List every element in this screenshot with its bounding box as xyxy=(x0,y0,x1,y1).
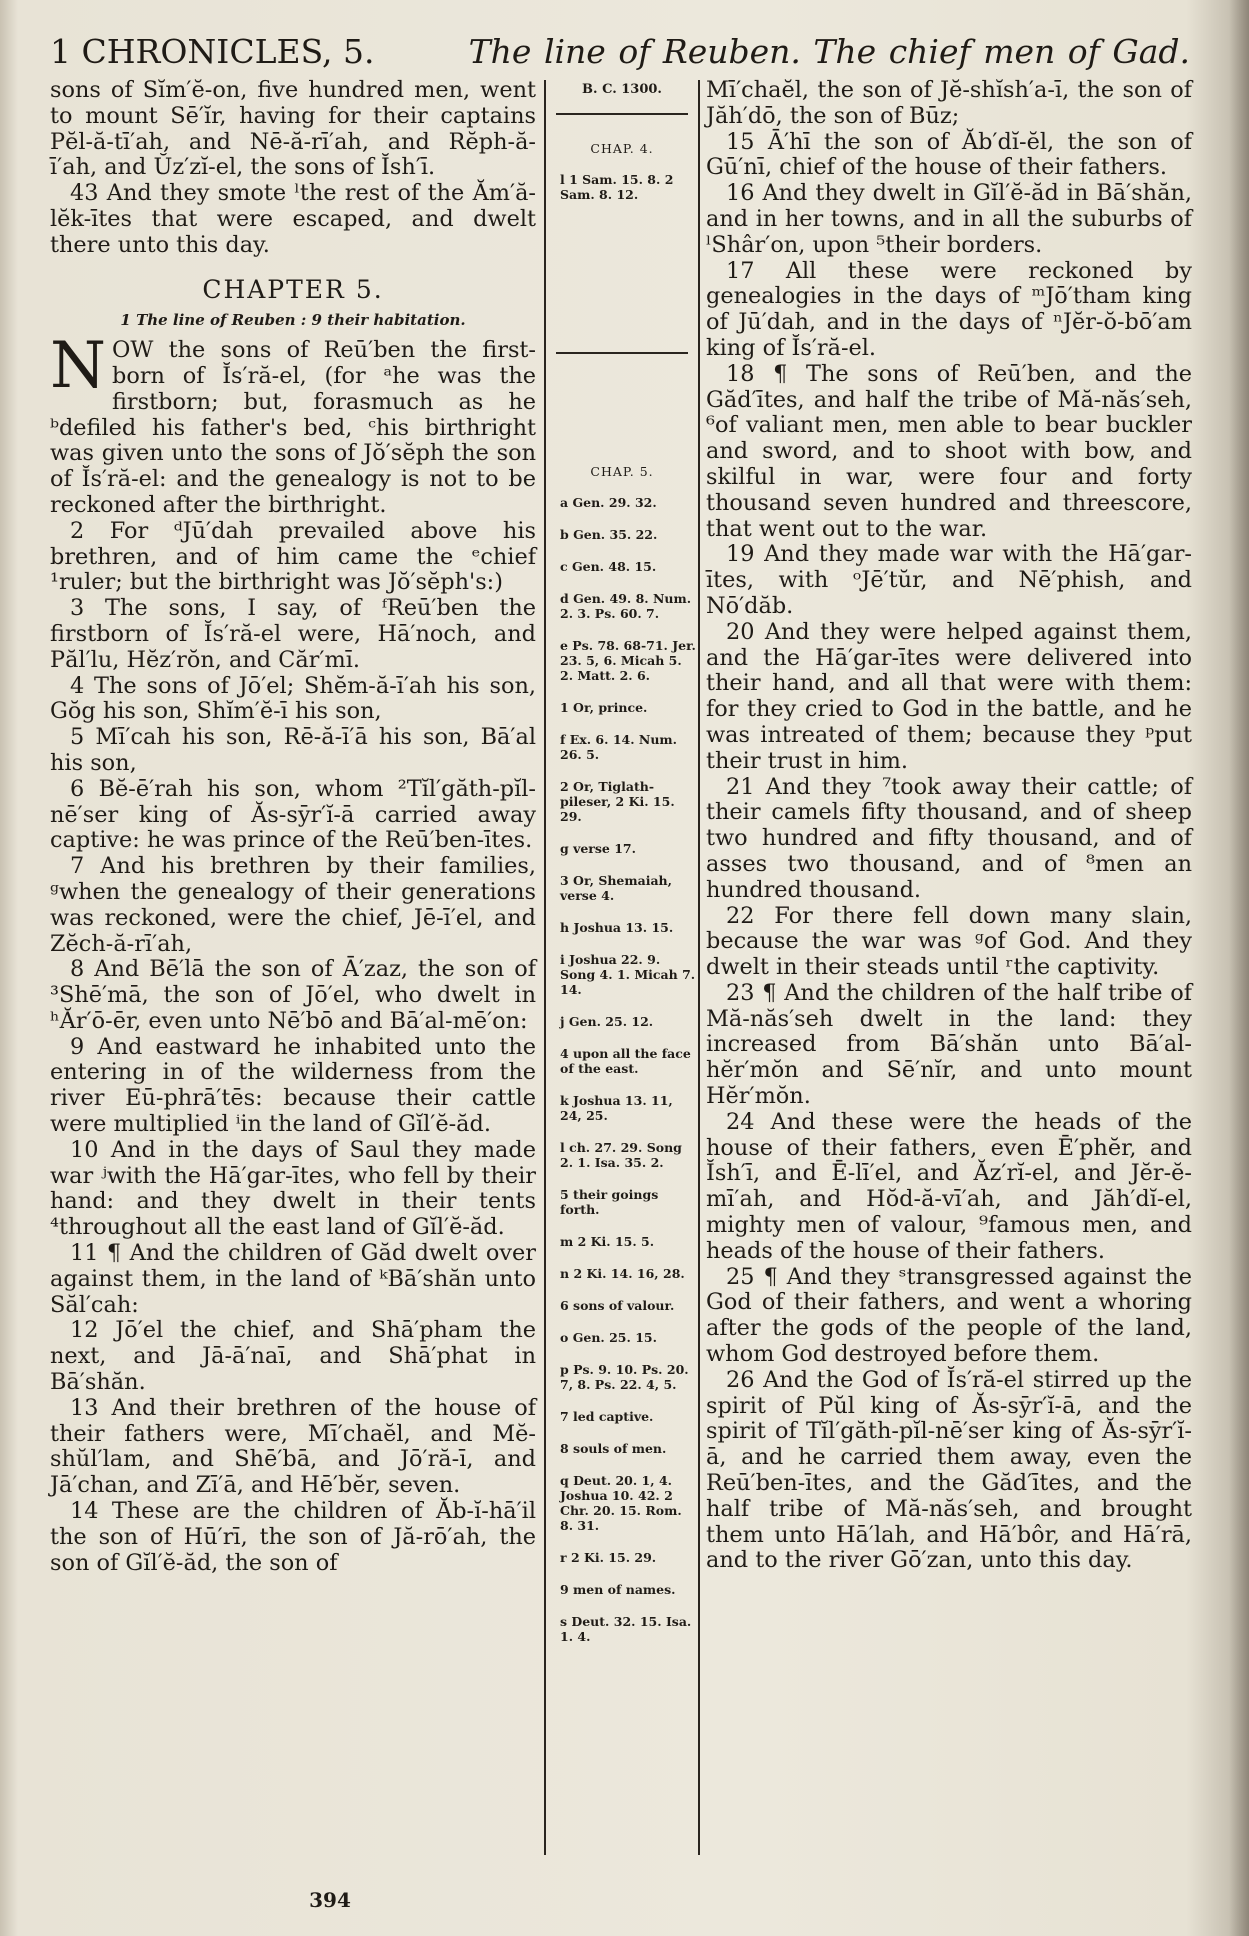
page-number: 394 xyxy=(309,1888,351,1912)
left-text-column xyxy=(50,78,536,1576)
verse-15: 15 Ā′hī the son of Ăb′dĭ-ĕl, the son of Gū′nī, chief of the house of their fathers. xyxy=(706,128,1192,181)
verse-4: 4 The sons of Jō′el; Shĕm-ă-ī′ah his son, Gŏg his son, Shĭm′ĕ-ī his son, xyxy=(50,672,536,725)
margin-reference: 2 Or, Tiglath-pileser, 2 Ki. 15. 29. xyxy=(560,779,675,824)
verse-9: 9 And eastward he inhabited unto the entering in of the wilderness from the river Eū-phrā′tēs: because their cattle were multiplied ⁱin the land of Gĭl′ĕ-ăd. xyxy=(50,1033,536,1138)
verse-24: 24 And these were the heads of the house of their fathers, even Ē′phĕr, and Ĭsh′ī, and Ē-lī′el, and Ăz′rĭ-el, and Jĕr-ĕ-mī′ah, and Hŏd-ă-vī′ah, and Jăh′dĭ-el, mighty men of valour, ⁹famous men, and heads of the house of their fathers. xyxy=(706,1108,1192,1264)
margin-reference: l ch. 27. 29. Song 2. 1. Isa. 35. 2. xyxy=(560,1140,682,1170)
verse-12: 12 Jō′el the chief, and Shā′pham the next, and Jā-ā′naī, and Shā′phat in Bā′shăn. xyxy=(50,1317,536,1396)
margin-reference: l 1 Sam. 15. 8. 2 Sam. 8. 12. xyxy=(560,172,674,202)
verse-17: 17 All these were reckoned by genealogies in the days of ᵐJō′tham king of Jū′dah, and in the days of ⁿJĕr-ŏ-bō′am king of Ĭs′ră-el. xyxy=(706,257,1192,361)
verse-21: 21 And they ⁷took away their cattle; of their camels fifty thousand, and of sheep two hundred and fifty thousand, and of asses two thousand, and of ⁸men an hundred thousand. xyxy=(706,773,1192,903)
verse-8: 8 And Bē′lā the son of Ā′zaz, the son of ³Shē′mā, the son of Jō′el, who dwelt in ʰĂr′ō-ēr, even unto Nē′bō and Bā′al-mē′on: xyxy=(50,956,536,1034)
margin-reference: m 2 Ki. 15. 5. xyxy=(560,1234,655,1249)
margin-reference: i Joshua 22. 9. Song 4. 1. Micah 7. 14. xyxy=(560,952,696,997)
verse-23: 23 ¶ And the children of the half tribe of Mă-năs′seh dwelt in the land: they increased from Bā′shăn unto Bā′al-hĕr′mŏn and Sē′nĭr, and unto mount Hĕr′mŏn. xyxy=(706,979,1192,1110)
center-reference-column xyxy=(548,82,696,1661)
verse-1 xyxy=(50,329,536,519)
verse-2: 2 For ᵈJū′dah prevailed above his brethren, and of him came the ᵉchief ¹ruler; but the birthright was Jŏ′sĕph's:) xyxy=(50,517,536,596)
margin-reference: g verse 17. xyxy=(560,841,636,856)
running-header xyxy=(50,30,1190,74)
margin-reference: n 2 Ki. 14. 16, 28. xyxy=(560,1266,685,1281)
margin-reference: f Ex. 6. 14. Num. 26. 5. xyxy=(560,732,678,762)
chapter-summary: 1 The line of Reuben : 9 their habitation. xyxy=(120,311,466,330)
verse-26: 26 And the God of Ĭs′ră-el stirred up the spirit of Pŭl king of Ăs-sȳr′ĭ-ā, and the spirit of Tĭl′găth-pĭl-nē′ser king of Ăs-sȳr′ĭ-ā, and he carried them away, even the Reū′ben-ītes, and the Găd′ītes, and the half tribe of Mă-năs′seh, and brought them unto Hā′lah, and Hā′bôr, and Hā′rā, and to the river Gō′zan, unto this day. xyxy=(706,1366,1192,1574)
verse-7: 7 And his brethren by their families, ᵍwhen the genealogy of their generations was reckoned, were the chief, Jē-ī′el, and Zĕch-ă-rī′ah, xyxy=(50,853,536,957)
verse-43: 43 And they smote ˡthe rest of the Ăm′ă-lĕk-ītes that were escaped, and dwelt there unto this day. xyxy=(50,180,536,258)
verse-18: 18 ¶ The sons of Reū′ben, and the Găd′ītes, and half the tribe of Mă-năs′seh, ⁶of valiant men, men able to bear buckler and sword, and to shoot with bow, and skilful in war, were four and forty thousand seven hundred and threescore, that went out to the war. xyxy=(706,360,1192,542)
header-book-chapter: 1 CHRONICLES, 5. xyxy=(50,32,375,71)
margin-reference: b Gen. 35. 22. xyxy=(560,527,658,542)
margin-reference: d Gen. 49. 8. Num. 2. 3. Ps. 60. 7. xyxy=(560,591,692,621)
drop-cap: N xyxy=(50,329,106,404)
margin-reference: 8 souls of men. xyxy=(560,1441,667,1456)
margin-reference: 5 their goings forth. xyxy=(560,1187,659,1217)
right-column-rule xyxy=(698,80,700,1855)
left-column-rule xyxy=(544,80,546,1855)
verse-5: 5 Mī′cah his son, Rē-ă-ī′ā his son, Bā′al his son, xyxy=(50,724,536,776)
verse-13: 13 And their brethren of the house of their fathers were, Mī′chaĕl, and Mĕ-shŭl′lam, and Shē′bā, and Jō′ră-ī, and Jā′chan, and Zī′ā, and Hē′bĕr, seven. xyxy=(50,1394,536,1499)
margin-reference: j Gen. 25. 12. xyxy=(560,1014,654,1029)
page-edge-shadow xyxy=(1229,0,1249,1936)
verse-19: 19 And they made war with the Hā′gar-ītes, with ᵒJē′tŭr, and Nē′phish, and Nō′dăb. xyxy=(706,541,1192,619)
chapter-title: CHAPTER 5. xyxy=(202,274,384,304)
verse-10: 10 And in the days of Saul they made war ʲwith the Hā′gar-ītes, who fell by their hand: and they dwelt in their tents ⁴throughout all the east land of Gĭl′ĕ-ăd. xyxy=(50,1136,536,1241)
verse-11: 11 ¶ And the children of Găd dwelt over against them, in the land of ᵏBā′shăn unto Săl′cah: xyxy=(50,1240,536,1318)
margin-reference: c Gen. 48. 15. xyxy=(560,559,657,574)
margin-reference: r 2 Ki. 15. 29. xyxy=(560,1550,657,1565)
margin-rule xyxy=(556,352,688,354)
margin-reference: s Deut. 32. 15. Isa. 1. 4. xyxy=(560,1614,692,1644)
verse-3: 3 The sons, I say, of ᶠReū′ben the firstborn of Ĭs′ră-el were, Hā′noch, and Păl′lu, Hĕz′rŏn, and Căr′mī. xyxy=(50,595,536,673)
verse-1-text: OW the sons of Reū′ben the first-born of Ĭs′ră-el, (for ᵃhe was the firstborn; but, forasmuch as he ᵇdefiled his father's bed, ᶜhis birthright was given unto the sons of Jŏ′sĕph the son of Ĭs′ră-el: and the genealogy is not to be reckoned after the birthright. xyxy=(50,337,536,518)
margin-reference: 4 upon all the face of the east. xyxy=(560,1046,691,1076)
margin-reference: k Joshua 13. 11, 24, 25. xyxy=(560,1093,673,1123)
verse-carryover: sons of Sĭm′ĕ-on, five hundred men, went to mount Sē′ĭr, having for their captains Pĕl-ă-tī′ah, and Nē-ă-rī′ah, and Rĕph-ă-ī′ah, and Ŭz′zĭ-el, the sons of Ĭsh′ī. xyxy=(50,77,536,181)
verse-carryover: Mī′chaĕl, the son of Jĕ-shĭsh′a-ī, the son of Jăh′dō, the son of Būz; xyxy=(706,77,1192,129)
right-text-column xyxy=(706,78,1192,1574)
margin-reference-list xyxy=(548,495,696,1644)
verse-14: 14 These are the children of Ăb-ĭ-hā′il the son of Hū′rī, the son of Jă-rō′ah, the son of Gĭl′ĕ-ăd, the son of xyxy=(50,1498,536,1576)
margin-reference: q Deut. 20. 1, 4. Joshua 10. 42. 2 Chr. 20. 15. Rom. 8. 31. xyxy=(560,1473,682,1533)
margin-reference: o Gen. 25. 15. xyxy=(560,1330,657,1345)
margin-reference: 6 sons of valour. xyxy=(560,1298,675,1313)
verse-22: 22 For there fell down many slain, because the war was ᵍof God. And they dwelt in their steads until ʳthe captivity. xyxy=(706,902,1192,981)
margin-reference: 9 men of names. xyxy=(560,1582,676,1597)
margin-chapter-4-heading: CHAP. 4. xyxy=(590,141,654,156)
header-subject: The line of Reuben. The chief men of Gad. xyxy=(468,32,1190,71)
margin-reference: 1 Or, prince. xyxy=(560,700,648,715)
margin-reference: a Gen. 29. 32. xyxy=(560,495,657,510)
verse-20: 20 And they were helped against them, and the Hā′gar-ītes were delivered into their hand, and all that were with them: for they cried to God in the battle, and he was intreated of them; because they ᵖput their trust in him. xyxy=(706,618,1192,774)
verse-6: 6 Bĕ-ē′rah his son, whom ²Tĭl′găth-pĭl-nē′ser king of Ăs-sȳr′ĭ-ā carried away captive: he was prince of the Reū′ben-ītes. xyxy=(50,775,536,854)
verse-16: 16 And they dwelt in Gĭl′ĕ-ăd in Bā′shăn, and in her towns, and in all the suburbs of ˡShâr′on, upon ⁵their borders. xyxy=(706,180,1192,258)
margin-date: B. C. 1300. xyxy=(582,82,662,97)
margin-reference: e Ps. 78. 68-71. Jer. 23. 5, 6. Micah 5. 2. Matt. 2. 6. xyxy=(560,638,696,683)
verse-25: 25 ¶ And they ˢtransgressed against the God of their fathers, and went a whoring after the gods of the people of the land, whom God destroyed before them. xyxy=(706,1263,1192,1368)
margin-reference: h Joshua 13. 15. xyxy=(560,920,674,935)
margin-reference: 3 Or, Shemaiah, verse 4. xyxy=(560,873,672,903)
margin-reference: p Ps. 9. 10. Ps. 20. 7, 8. Ps. 22. 4, 5. xyxy=(560,1362,689,1392)
margin-rule xyxy=(556,113,688,115)
margin-chapter-5-heading: CHAP. 5. xyxy=(590,464,654,479)
margin-reference: 7 led captive. xyxy=(560,1409,654,1424)
